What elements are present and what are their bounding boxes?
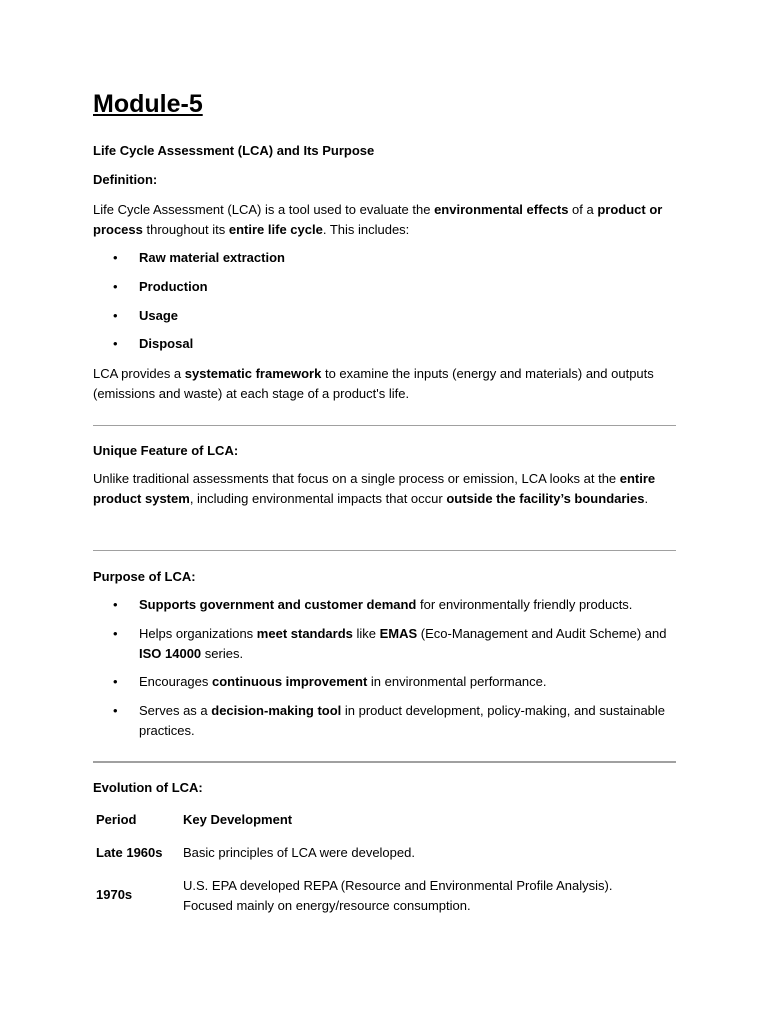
bullet-icon: • xyxy=(113,703,118,718)
bullet-icon: • xyxy=(113,336,118,351)
page-title: Module-5 xyxy=(93,90,203,118)
text-run: in environmental performance. xyxy=(367,674,547,689)
section-heading-unique: Unique Feature of LCA: xyxy=(93,443,239,458)
unique-feature-paragraph xyxy=(93,469,676,508)
bold-run: decision-making tool xyxy=(211,703,342,718)
definition-paragraph xyxy=(93,200,676,239)
list-item-text xyxy=(139,672,676,692)
bold-run: systematic framework xyxy=(184,366,322,381)
list-item-text: Usage xyxy=(139,308,179,323)
text-run: for environmentally friendly products. xyxy=(416,597,633,612)
bold-run: entire product system xyxy=(93,471,656,506)
section-heading-evolution: Evolution of LCA: xyxy=(93,780,203,795)
list-item-text xyxy=(139,595,676,615)
bullet-icon: • xyxy=(113,674,118,689)
bold-run: outside the facility’s boundaries xyxy=(446,490,645,506)
bold-run: continuous improvement xyxy=(212,674,368,689)
table-cell-development: U.S. EPA developed REPA (Resource and Environmental Profile Analysis). Focused mainly on energy/resource consumption. xyxy=(183,878,613,913)
text-run: to examine the inputs (energy and materials) and outputs (emissions and waste) at each stage of a product's life. xyxy=(93,366,654,401)
list-item-text xyxy=(139,701,676,740)
bold-run: meet standards xyxy=(256,626,353,641)
section-heading-purpose: Purpose of LCA: xyxy=(93,569,196,584)
horizontal-divider xyxy=(93,761,676,763)
table-header-development: Key Development xyxy=(183,812,293,827)
bold-run: Supports government and customer demand xyxy=(139,597,417,612)
list-item-text: Production xyxy=(139,279,208,294)
bullet-icon: • xyxy=(113,308,118,323)
bold-run: EMAS xyxy=(379,626,418,641)
section-heading-lca: Life Cycle Assessment (LCA) and Its Purpose xyxy=(93,143,375,158)
bullet-icon: • xyxy=(113,597,118,612)
text-run: Life Cycle Assessment (LCA) is a tool used to evaluate the xyxy=(93,202,435,217)
list-item-text: Raw material extraction xyxy=(139,250,285,265)
bold-run: entire life cycle xyxy=(228,221,323,237)
text-run: throughout its xyxy=(142,221,229,237)
definition-label: Definition: xyxy=(93,172,158,187)
framework-paragraph xyxy=(93,364,676,403)
text-run: , including environmental impacts that occur xyxy=(189,490,447,506)
table-cell-period: Late 1960s xyxy=(96,845,163,860)
text-run: Unlike traditional assessments that focus on a single process or emission, LCA looks at the xyxy=(93,471,620,486)
text-run: Encourages xyxy=(139,674,212,689)
list-item-text: Disposal xyxy=(139,336,194,351)
text-run: . This includes: xyxy=(322,221,410,237)
text-run: (Eco-Management and Audit Scheme) and xyxy=(417,626,667,641)
bold-run: product or process xyxy=(93,202,663,237)
text-run: of a xyxy=(568,202,598,217)
table-cell-period: 1970s xyxy=(96,887,133,902)
horizontal-divider xyxy=(93,550,676,551)
bold-run: ISO 14000 xyxy=(139,645,202,661)
list-item-text xyxy=(139,624,676,663)
text-run: series. xyxy=(201,645,244,661)
table-cell-development: Basic principles of LCA were developed. xyxy=(183,845,415,860)
bold-run: environmental effects xyxy=(434,202,569,217)
text-run: . xyxy=(644,490,649,506)
text-run: Helps organizations xyxy=(139,626,257,641)
bullet-icon: • xyxy=(113,279,118,294)
bullet-icon: • xyxy=(113,250,118,265)
bullet-icon: • xyxy=(113,626,118,641)
table-header-period: Period xyxy=(96,812,137,827)
horizontal-divider xyxy=(93,425,676,426)
text-run: like xyxy=(352,626,380,641)
text-run: in product development, policy-making, and sustainable practices. xyxy=(139,703,666,738)
text-run: Serves as a xyxy=(139,703,212,718)
text-run: LCA provides a xyxy=(93,366,185,381)
